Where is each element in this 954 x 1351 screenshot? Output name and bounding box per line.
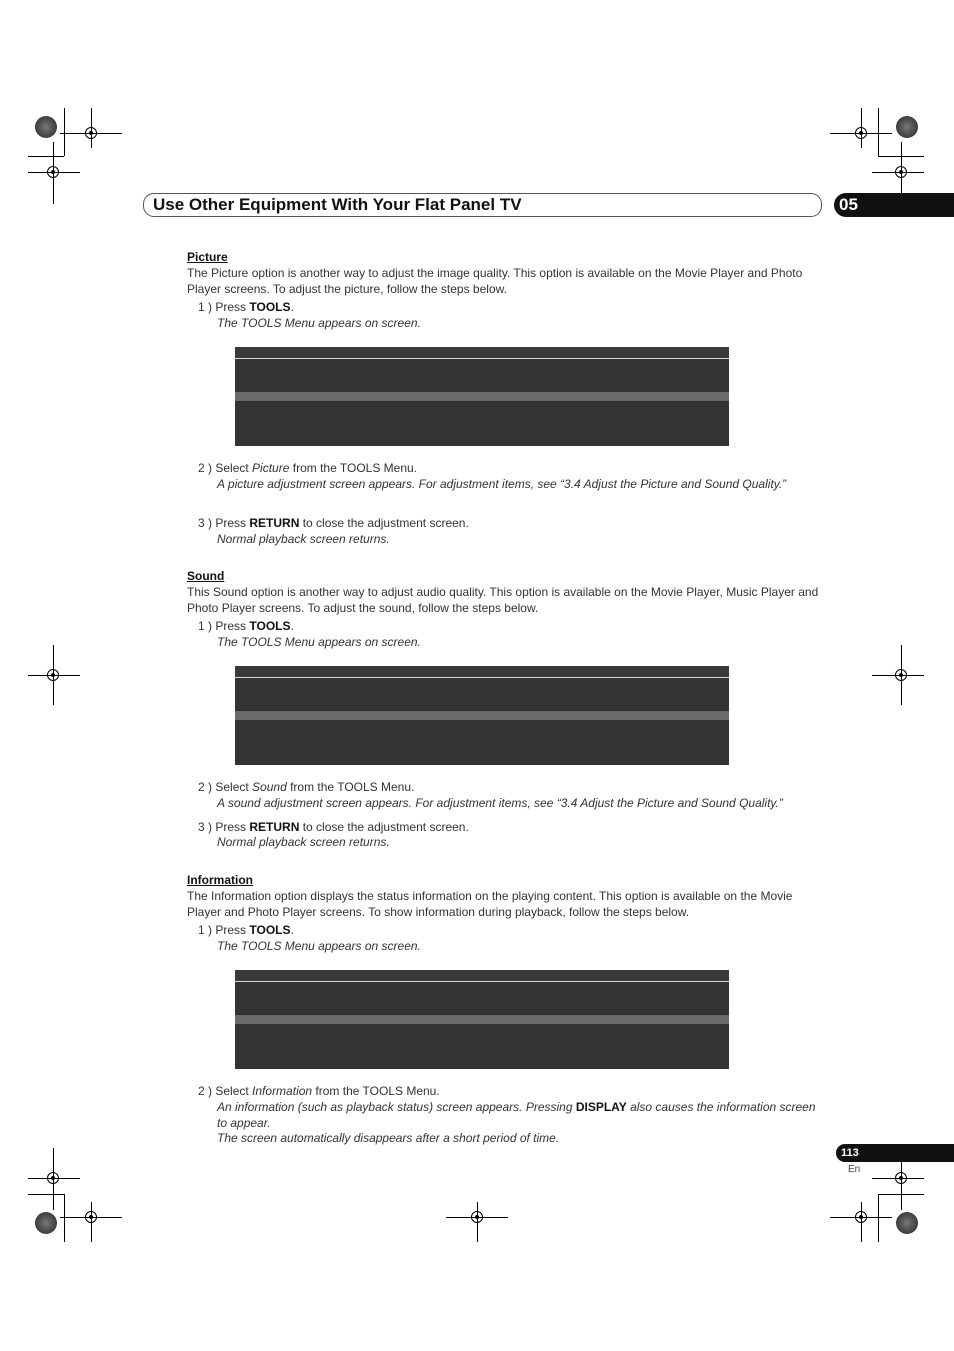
- step-text: Select: [215, 461, 253, 475]
- menu-highlight-row: [235, 1015, 729, 1024]
- step-number: 3 ): [198, 516, 213, 530]
- chapter-tab: [834, 193, 954, 217]
- step-line: [198, 460, 417, 476]
- section-title-information: Information: [187, 873, 253, 887]
- step-note: The TOOLS Menu appears on screen.: [217, 635, 421, 649]
- section-title-picture: Picture: [187, 250, 228, 264]
- step-text: Press: [215, 516, 250, 530]
- step-text: .: [290, 619, 294, 633]
- step-number: 2 ): [198, 780, 213, 794]
- key-label: RETURN: [249, 820, 300, 834]
- step-note: [217, 1099, 822, 1131]
- step-line: [198, 618, 294, 634]
- step-line: [198, 1083, 440, 1099]
- step-text: Press: [215, 820, 250, 834]
- step-text: to close the adjustment screen.: [299, 820, 469, 834]
- step-line: [198, 299, 294, 315]
- key-label: TOOLS: [249, 923, 291, 937]
- step-note: The screen automatically disappears after a short period of time.: [217, 1131, 560, 1145]
- tools-menu-screenshot: [235, 970, 729, 1069]
- page-title: Use Other Equipment With Your Flat Panel TV: [153, 195, 522, 214]
- step-line: [198, 515, 469, 531]
- step-line: [198, 922, 294, 938]
- step-text: from the TOOLS Menu.: [289, 461, 418, 475]
- step-line: [198, 779, 414, 795]
- section-intro-sound: This Sound option is another way to adjust audio quality. This option is available on the Movie Player, Music Player and Photo Player screens. To adjust the sound, follow the steps below.: [187, 585, 819, 615]
- step-number: 1 ): [198, 619, 213, 633]
- menu-header-strip: [235, 347, 729, 359]
- tools-menu-screenshot: [235, 347, 729, 446]
- step-number: 1 ): [198, 300, 213, 314]
- key-label: TOOLS: [249, 300, 291, 314]
- step-line: [198, 819, 469, 835]
- menu-highlight-row: [235, 392, 729, 401]
- page-number-tab: [836, 1144, 954, 1162]
- step-note: A sound adjustment screen appears. For adjustment items, see “3.4 Adjust the Picture and Sound Quality.”: [217, 796, 783, 810]
- page-number: 113: [841, 1147, 859, 1159]
- step-text: Press: [215, 619, 250, 633]
- step-text: .: [290, 923, 294, 937]
- step-text: .: [290, 300, 294, 314]
- section-intro-picture: The Picture option is another way to adjust the image quality. This option is available on the Movie Player and Photo Player screens. To adjust the picture, follow the steps below.: [187, 266, 803, 296]
- step-note: A picture adjustment screen appears. For adjustment items, see “3.4 Adjust the Picture and Sound Quality.”: [217, 477, 787, 491]
- section-title-sound: Sound: [187, 569, 225, 583]
- step-number: 2 ): [198, 461, 213, 475]
- menu-header-strip: [235, 970, 729, 982]
- step-text: from the TOOLS Menu.: [312, 1084, 440, 1098]
- step-note: The TOOLS Menu appears on screen.: [217, 316, 421, 330]
- tools-menu-screenshot: [235, 666, 729, 765]
- page-language: En: [848, 1164, 861, 1175]
- note-text: also causes the information screen to appear.: [217, 1100, 816, 1130]
- menu-item-name: Information: [252, 1084, 313, 1098]
- step-note: Normal playback screen returns.: [217, 532, 390, 546]
- step-text: Select: [215, 1084, 253, 1098]
- section-intro-information: The Information option displays the status information on the playing content. This option is available on the Movie Player and Photo Player screens. To show information during playback, follow the steps below.: [187, 889, 793, 919]
- menu-highlight-row: [235, 711, 729, 720]
- step-number: 2 ): [198, 1084, 213, 1098]
- step-text: Press: [215, 923, 250, 937]
- step-note: Normal playback screen returns.: [217, 835, 390, 849]
- key-label: RETURN: [249, 516, 300, 530]
- step-text: Select: [215, 780, 253, 794]
- menu-item-name: Sound: [252, 780, 287, 794]
- note-text: An information (such as playback status) screen appears. Pressing: [217, 1100, 576, 1114]
- step-note: The TOOLS Menu appears on screen.: [217, 939, 421, 953]
- step-number: 3 ): [198, 820, 213, 834]
- chapter-number: 05: [839, 195, 858, 214]
- menu-header-strip: [235, 666, 729, 678]
- step-text: to close the adjustment screen.: [299, 516, 469, 530]
- step-number: 1 ): [198, 923, 213, 937]
- step-text: Press: [215, 300, 250, 314]
- step-text: from the TOOLS Menu.: [286, 780, 415, 794]
- key-label: DISPLAY: [575, 1100, 627, 1114]
- menu-item-name: Picture: [252, 461, 290, 475]
- key-label: TOOLS: [249, 619, 291, 633]
